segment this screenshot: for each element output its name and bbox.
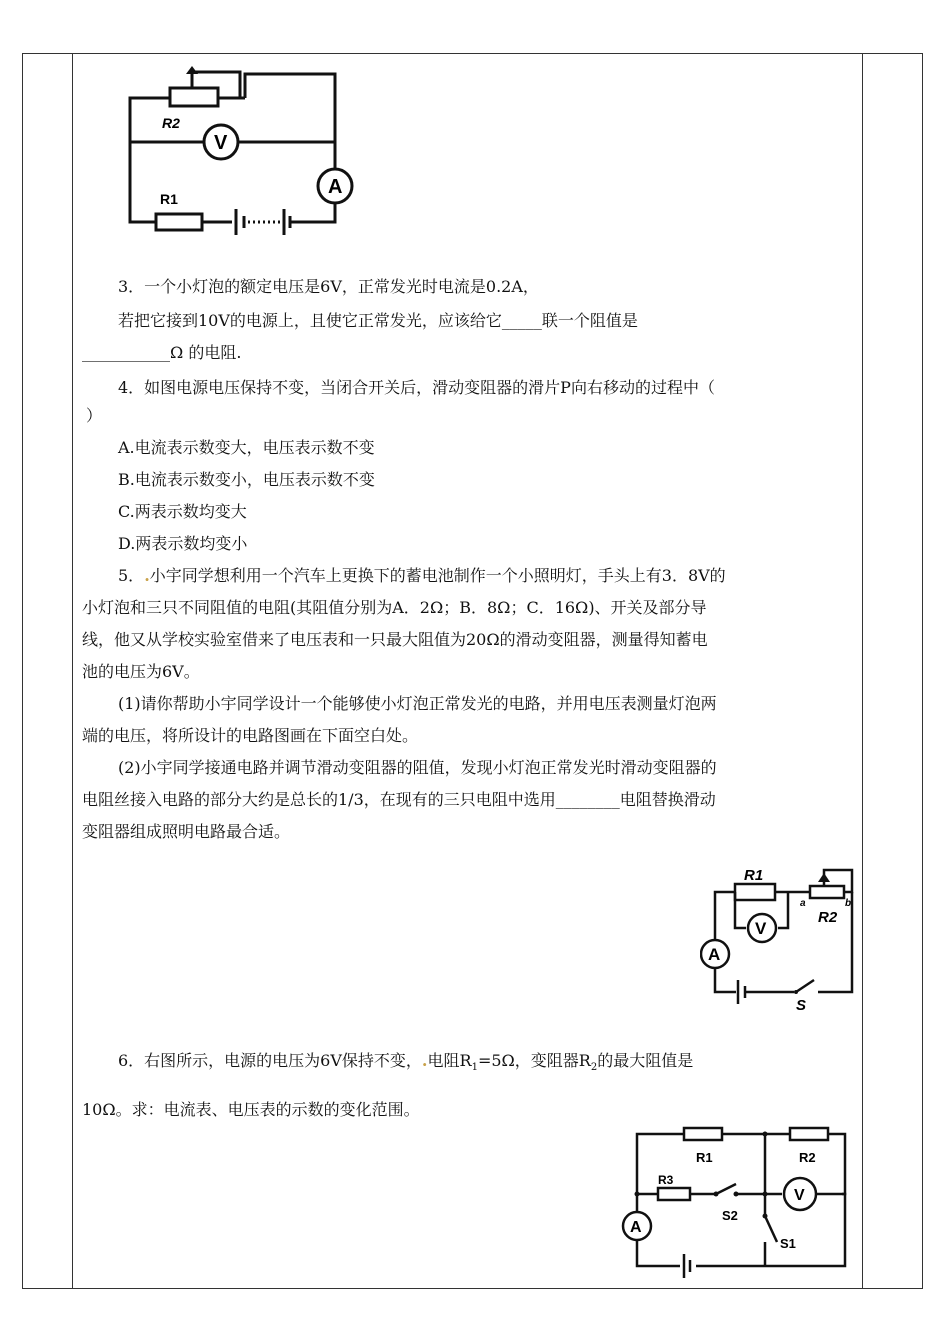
frame-left-inner [72, 53, 73, 1289]
q6-sub1: 1 [471, 1062, 478, 1074]
circuit2-b-label: b [845, 898, 852, 909]
q6-part2: 电阻R [427, 1051, 472, 1070]
circuit2-voltmeter-label: V [755, 919, 767, 938]
frame-top [22, 53, 923, 54]
circuit3-r3-label: R3 [658, 1173, 674, 1187]
circuit1-ammeter-label: A [328, 176, 343, 198]
mark-dot: . [144, 566, 150, 585]
q5-line2: 小灯泡和三只不同阻值的电阻(其阻值分别为A．2Ω；B．8Ω；C．16Ω)、开关及部分导 [82, 598, 707, 617]
q5-part1-line2: 端的电压，将所设计的电路图画在下面空白处。 [82, 726, 419, 745]
frame-bottom [22, 1288, 923, 1289]
mark-dot: . [421, 1051, 428, 1070]
circuit2-r1-label: R1 [744, 867, 764, 884]
circuit3-s1-label: S1 [780, 1236, 796, 1251]
q6-part1: 6．右图所示，电源的电压为6V保持不变， [118, 1051, 422, 1070]
q5-line1-text: 小宇同学想利用一个汽车上更换下的蓄电池制作一个小照明灯，手头上有3．8V的 [149, 566, 726, 585]
q5-part2-line2: 电阻丝接入电路的部分大约是总长的1/3，在现有的三只电阻中选用________电阻替换滑动 [82, 790, 716, 809]
circuit2-switch-label: S [796, 997, 807, 1012]
q5-part2-line3: 变阻器组成照明电路最合适。 [82, 822, 291, 841]
circuit3-voltmeter-label: V [794, 1187, 805, 1204]
q4-option-a: A.电流表示数变大，电压表示数不变 [118, 438, 375, 457]
q5-line4: 池的电压为6V。 [82, 662, 200, 681]
frame-left-outer [22, 53, 23, 1289]
q4-stem-line1: 4．如图电源电压保持不变，当闭合开关后，滑动变阻器的滑片P向右移动的过程中（ [118, 378, 715, 397]
q4-stem-line2: ） [86, 406, 103, 425]
circuit3-r2-label: R2 [799, 1150, 816, 1165]
q3-line2: 若把它接到10V的电源上，且使它正常发光，应该给它_____联一个阻值是 [118, 311, 638, 330]
circuit2-r2-label: R2 [818, 909, 838, 926]
circuit2-a-label: a [800, 898, 806, 909]
circuit3-ammeter-label: A [630, 1219, 642, 1236]
circuit1-voltmeter-label: V [214, 132, 228, 154]
frame-right-outer [922, 53, 923, 1289]
q5-line1 [118, 566, 726, 586]
q6-line2: 10Ω。求：电流表、电压表的示数的变化范围。 [82, 1100, 420, 1119]
circuit-diagram-1 [120, 66, 360, 236]
circuit1-r2-label: R2 [162, 115, 180, 131]
q5-part1-line1: (1)请你帮助小宇同学设计一个能够使小灯泡正常发光的电路，并用电压表测量灯泡两 [118, 694, 717, 713]
circuit-diagram-3 [612, 1122, 857, 1282]
q6-line1 [118, 1051, 693, 1078]
q4-option-c: C.两表示数均变大 [118, 502, 247, 521]
circuit2-ammeter-label: A [708, 945, 721, 964]
q3-line3: ___________Ω 的电阻. [82, 343, 242, 362]
circuit3-s2-label: S2 [722, 1208, 738, 1223]
circuit3-r1-label: R1 [696, 1150, 713, 1165]
q5-number: 5． [118, 566, 145, 585]
q4-option-d: D.两表示数均变小 [118, 534, 248, 553]
q6-sub2: 2 [590, 1062, 598, 1074]
circuit-diagram-2 [700, 862, 860, 1012]
q5-part2-line1: (2)小宇同学接通电路并调节滑动变阻器的阻值，发现小灯泡正常发光时滑动变阻器的 [118, 758, 717, 777]
q5-line3: 线，他又从学校实验室借来了电压表和一只最大阻值为20Ω的滑动变阻器，测量得知蓄电 [82, 630, 708, 649]
q3-line1: 3．一个小灯泡的额定电压是6V，正常发光时电流是0.2A， [118, 277, 539, 296]
frame-right-inner [862, 53, 863, 1289]
q4-option-b: B.电流表示数变小，电压表示数不变 [118, 470, 375, 489]
q6-part4: 的最大阻值是 [597, 1051, 694, 1070]
circuit1-r1-label: R1 [160, 191, 178, 207]
q6-part3: =5Ω，变阻器R [477, 1051, 591, 1070]
